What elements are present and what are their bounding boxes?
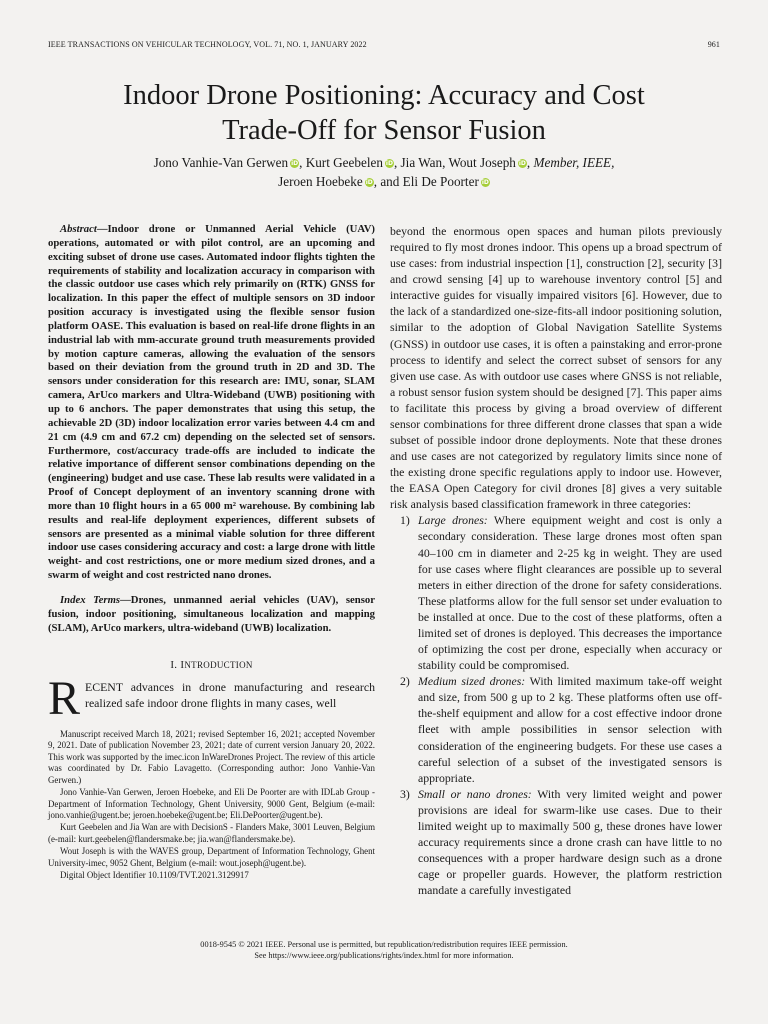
orcid-icon[interactable]: iD [518, 160, 526, 167]
author-name: Jeroen Hoebeke [278, 174, 363, 189]
list-number: 3) [400, 786, 410, 801]
orcid-icon[interactable]: iD [365, 179, 373, 186]
footnote-affiliation: Kurt Geebelen and Jia Wan are with DecisionS - Flanders Make, 3001 Leuven, Belgium (e-mail: kurt.geebelen@flandersmake.be; jia.wan@flandersmake.be). [48, 822, 375, 844]
author-name: , and Eli De Poorter [373, 174, 479, 189]
list-term: Large drones: [418, 513, 488, 528]
author-separator: , [526, 155, 534, 170]
orcid-icon[interactable]: iD [385, 160, 393, 167]
running-header [48, 40, 720, 49]
copyright-notice [48, 939, 720, 961]
body-paragraph: beyond the enormous open spaces and human pilots previously required to fly most drones indoor. This opens up a broad spectrum of use cases: from industrial inspection [1], construction [2], security [3] and crowd sensing [4] up to warehouse inventory control [5] and interactive guides for visually impaired visitors [6]. However, due to the lack of a standardized one-size-fits-all indoor positioning solution, similar to the adoption of Global Navigation Satellite Systems (GNSS) in outdoor use cases, it is often a painstaking and error-prone process to identify and select the correct subset of sensors for any given use case. As with outdoor use cases where GNSS is not reliable, a robust sensor fusion system should be designed [7]. This paper aims to facilitate this process by giving a broad overview of different sensor combinations for three different drone classes that span a wide subset of possible indoor drone deployments. Note that these drones and use cases are not categorized by regulatory limits since none of the existing drone specific regulations apply to indoor use. However, the EASA Open Category for civil drones [8] gives a very suitable risk analysis based classification framework in three categories: [390, 224, 722, 512]
intro-text: ECENT advances in drone manufacturing and research realized safe indoor drone flights in many cases, well [85, 679, 375, 710]
intro-paragraph [48, 671, 375, 725]
right-column [390, 223, 722, 898]
paper-title [40, 78, 728, 148]
orcid-icon[interactable]: iD [291, 160, 299, 167]
list-term: Small or nano drones: [418, 786, 532, 801]
author-name: , Jia Wan, Wout Joseph [393, 155, 516, 170]
copyright-line-1: 0018-9545 © 2021 IEEE. Personal use is permitted, but republication/redistribution requires IEEE permission. [200, 940, 568, 949]
author-name: Jono Vanhie-Van Gerwen [153, 155, 289, 170]
orcid-icon[interactable]: iD [481, 179, 489, 186]
index-terms [48, 594, 375, 636]
copyright-line-2: See https://www.ieee.org/publications/rights/index.html for more information. [254, 951, 514, 960]
section-initial: I [180, 658, 185, 671]
footnote-affiliation: Jono Vanhie-Van Gerwen, Jeroen Hoebeke, and Eli De Poorter are with IDLab Group - Department of Information Technology, Ghent University, 9000 Gent, Belgium (e-mail: jono.vanhie@ugent.be; jeroen.hoebeke@ugent.be; Eli.DePoorter@ugent.be). [48, 787, 375, 820]
footnotes [48, 729, 375, 881]
author-line-2 [40, 172, 728, 191]
left-column [48, 223, 375, 882]
list-text: With very limited weight and power provisions are ideal for swarm-like use cases. Due to their limited weight up to maximally 500 g, these drones have lower accuracy requirements since a drone crash can have little to no consequences with a proper hardware design such as a drone cage or propeller guards. However, the platform restriction mandate a carefully investigated [418, 786, 722, 898]
list-text: Where equipment weight and cost is only a secondary consideration. These large drones most often span 40–100 cm in diameter and 2-25 kg in weight. They are used for use cases where flight clearances are possible up to several meters in either direction of the drone for safety considerations. These platforms allow for the full sensor set under evaluation to be installed at once. Due to the cost of these platforms, often a limited set of drones is deployed. This decreases the importance of optimizing the cost per drone, especially when accuracy or stability could be compromised. [418, 513, 722, 673]
index-terms-lead: Index Terms [60, 593, 121, 606]
footnote-manuscript: Manuscript received March 18, 2021; revised September 16, 2021; accepted November 9, 2021. Date of publication November 23, 2021; date of current version January 20, 2022. This work was supported by the imec.icon InWareDrones Project. The review of this article was coordinated by Dr. Fabio Lavagetto. (Corresponding author: Jono Vanhie-Van Gerwen.) [48, 729, 375, 785]
list-number: 2) [400, 674, 410, 689]
list-item [390, 786, 722, 899]
page-number: 961 [707, 40, 720, 49]
list-term: Medium sized drones: [418, 674, 526, 689]
drone-class-list [390, 512, 722, 898]
author-line-1 [40, 153, 728, 172]
list-item [390, 512, 722, 673]
title-line-2: Trade-Off for Sensor Fusion [222, 115, 546, 146]
index-terms-text: —Drones, unmanned aerial vehicles (UAV), sensor fusion, indoor positioning, simultaneous localization and mapping (SLAM), ArUco markers, ultra-wideband (UWB) localization. [48, 593, 375, 634]
list-number: 1) [400, 513, 410, 528]
abstract-text: —Indoor drone or Unmanned Aerial Vehicle (UAV) operations, automated or with pilot control, are an upcoming and exciting subset of drone use cases. Automated indoor flights tighten the requirements of stability and localization accuracy in comparison with the classic outdoor use cases which rely primarily on (RTK) GNSS for localization. In this paper the effect of multiple sensors on 3D indoor position accuracy is investigated using the flexible sensor fusion platform OASE. This evaluation is based on real-life drone flights in an industrial lab with mm-accurate ground truth measurements provided by motion capture cameras, allowing the evaluation of the sensors based on their deviation from the ground truth in 2D and 3D. The sensors under consideration for this research are: IMU, sonar, SLAM camera, ArUco markers and Ultra-Wideband (UWB) positioning with up to 6 anchors. The paper demonstrates that using this setup, the achievable 2D (3D) indoor localization error varies between 4.4 cm and 21 cm (4.9 cm and 67.2 cm) depending on the selected set of sensors. Furthermore, cost/accuracy trade-offs are included to indicate the relative importance of different sensor combinations depending on the (engineering) budget and use case. These lab results were validated in a Proof of Concept deployment of an inventory scanning drone with more than 10 flight hours in a 65 000 m² warehouse. By combining lab results and real-life deployment experiences, different subsets of sensors are presented as a minimal viable solution for three different indoor use cases considering accuracy and cost: a large drone with little weight- and cost restrictions, one or more medium sized drones, and a swarm of weight and cost restricted nano drones. [48, 223, 375, 582]
section-heading-introduction [48, 659, 375, 671]
list-text: With limited maximum take-off weight and size, from 500 g up to 2 kg. These platforms often use off-the-shelf equipment and allow for a cost effective indoor drone fleet with ample possibilities in sensor selection with consideration of the engineering budgets. For these use cases a careful selection of a subset of the investigated sensors is appropriate. [418, 674, 722, 785]
drop-cap: R [48, 671, 81, 725]
section-rest: NTRODUCTION [184, 659, 253, 670]
footnote-doi: Digital Object Identifier 10.1109/TVT.2021.3129917 [60, 869, 249, 880]
journal-name: IEEE TRANSACTIONS ON VEHICULAR TECHNOLOGY, VOL. 71, NO. 1, JANUARY 2022 [48, 40, 367, 49]
section-number: I. [170, 658, 181, 671]
abstract [48, 223, 375, 583]
author-name: , Kurt Geebelen [299, 155, 383, 170]
abstract-lead: Abstract [60, 223, 97, 235]
membership-label: Member, IEEE, [533, 155, 615, 170]
title-line-1: Indoor Drone Positioning: Accuracy and Cost [123, 80, 645, 111]
list-item [390, 673, 722, 786]
footnote-affiliation: Wout Joseph is with the WAVES group, Department of Information Technology, Ghent University-imec, 9052 Ghent, Belgium (e-mail: wout.joseph@ugent.be). [48, 846, 375, 868]
author-list [40, 153, 728, 191]
